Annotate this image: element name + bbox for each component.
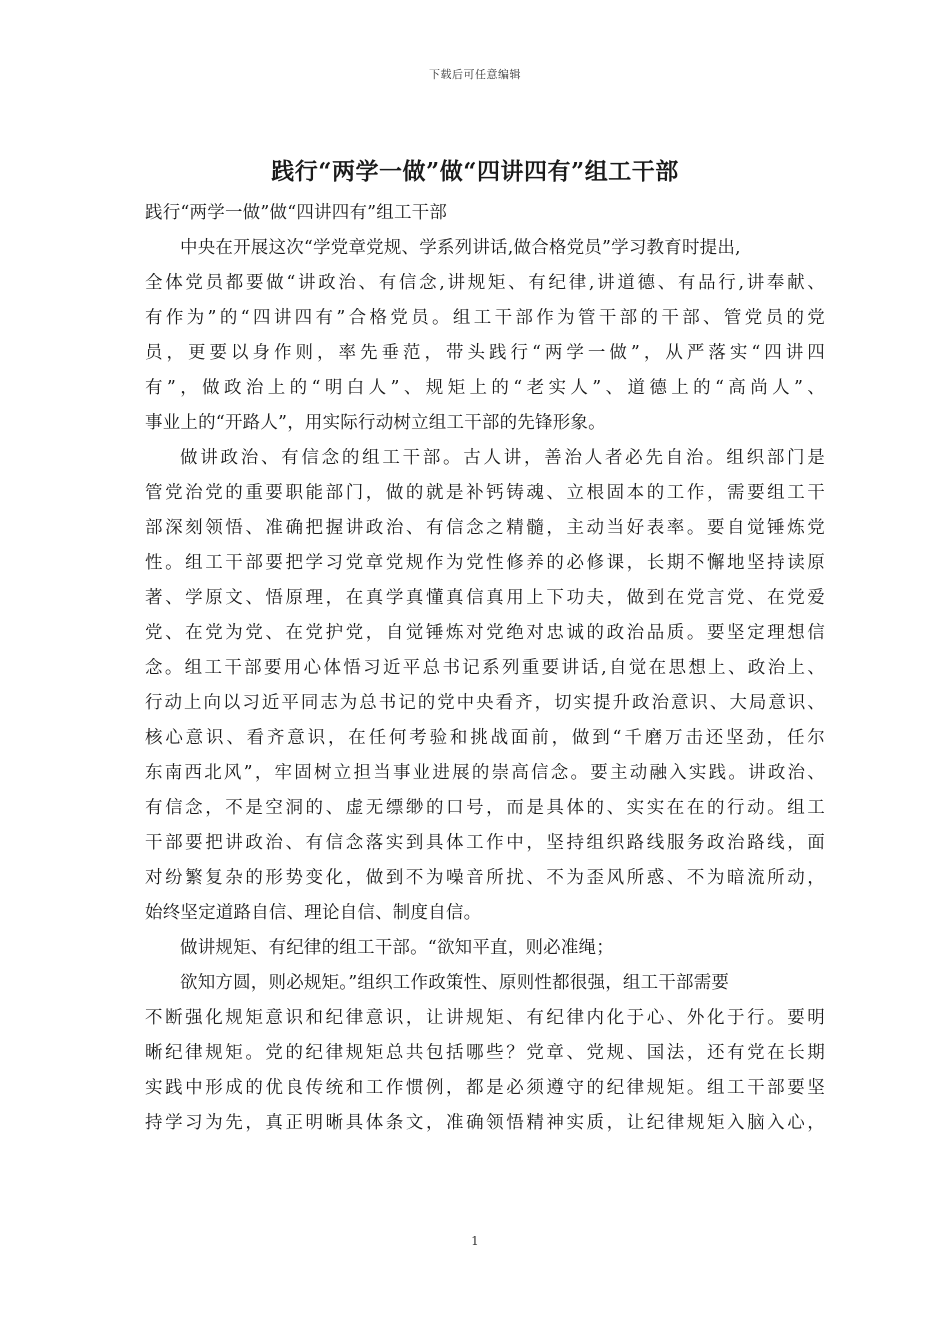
paragraph-line: 全体党员都要做“讲政治、有信念,讲规矩、有纪律,讲道德、有品行,讲奉献、 [145, 273, 825, 293]
paragraph-line: 干部要把讲政治、有信念落实到具体工作中，坚持组织路线服务政治路线，面 [145, 833, 825, 853]
paragraph-line: 管党治党的重要职能部门，做的就是补钙铸魂、立根固本的工作，需要组工干 [145, 483, 825, 503]
paragraph-line: 对纷繁复杂的形势变化，做到不为噪音所扰、不为歪风所惑、不为暗流所动， [145, 868, 825, 888]
paragraph-line: 有”，做政治上的“明白人”、规矩上的“老实人”、道德上的“高尚人”、 [145, 378, 825, 398]
paragraph-line: 不断强化规矩意识和纪律意识，让讲规矩、有纪律内化于心、外化于行。要明 [145, 1008, 825, 1028]
paragraph-line: 部深刻领悟、准确把握讲政治、有信念之精髓，主动当好表率。要自觉锤炼党 [145, 518, 825, 538]
paragraph-line: 念。组工干部要用心体悟习近平总书记系列重要讲话,自觉在思想上、政治上、 [145, 658, 825, 678]
paragraph-line: 行动上向以习近平同志为总书记的党中央看齐，切实提升政治意识、大局意识、 [145, 693, 825, 713]
paragraph-line: 实践中形成的优良传统和工作惯例，都是必须遵守的纪律规矩。组工干部要坚 [145, 1078, 825, 1098]
paragraph-line: 晰纪律规矩。党的纪律规矩总共包括哪些？党章、党规、国法，还有党在长期 [145, 1043, 825, 1063]
page-number: 1 [471, 1234, 479, 1248]
paragraph-line: 做讲政治、有信念的组工干部。古人讲，善治人者必先自治。组织部门是 [180, 448, 825, 468]
document-body [145, 196, 825, 1141]
paragraph-line: 始终坚定道路自信、理论自信、制度自信。 [145, 903, 482, 923]
paragraph-line: 持学习为先，真正明晰具体条文，准确领悟精神实质，让纪律规矩入脑入心， [145, 1113, 825, 1133]
paragraph-line: 中央在开展这次“学党章党规、学系列讲话,做合格党员”学习教育时提出, [180, 238, 741, 258]
paragraph-line: 核心意识、看齐意识，在任何考验和挑战面前，做到“千磨万击还坚劲，任尔 [145, 728, 825, 748]
paragraph-line: 著、学原文、悟原理，在真学真懂真信真用上下功夫，做到在党言党、在党爱 [145, 588, 825, 608]
paragraph-line: 党、在党为党、在党护党，自觉锤炼对党绝对忠诚的政治品质。要坚定理想信 [145, 623, 825, 643]
paragraph-line: 员，更要以身作则，率先垂范，带头践行“两学一做”，从严落实“四讲四 [145, 343, 825, 363]
paragraph-line: 事业上的“开路人”，用实际行动树立组工干部的先锋形象。 [145, 413, 606, 433]
paragraph-line: 东南西北风”，牢固树立担当事业进展的崇高信念。要主动融入实践。讲政治、 [145, 763, 825, 783]
document-title: 践行“两学一做”做“四讲四有”组工干部 [271, 158, 679, 185]
paragraph-line: 性。组工干部要把学习党章党规作为党性修养的必修课，长期不懈地坚持读原 [145, 553, 825, 573]
paragraph-line: 有信念，不是空洞的、虚无缥缈的口号，而是具体的、实实在在的行动。组工 [145, 798, 825, 818]
paragraph-line: 欲知方圆，则必规矩。”组织工作政策性、原则性都很强，组工干部需要 [180, 973, 730, 993]
paragraph-line: 做讲规矩、有纪律的组工干部。“欲知平直，则必准绳； [180, 938, 614, 958]
paragraph-line: 有作为”的“四讲四有”合格党员。组工干部作为管干部的干部、管党员的党 [145, 308, 825, 328]
header-note: 下载后可任意编辑 [429, 68, 521, 81]
subtitle-line: 践行“两学一做”做“四讲四有”组工干部 [145, 203, 448, 223]
